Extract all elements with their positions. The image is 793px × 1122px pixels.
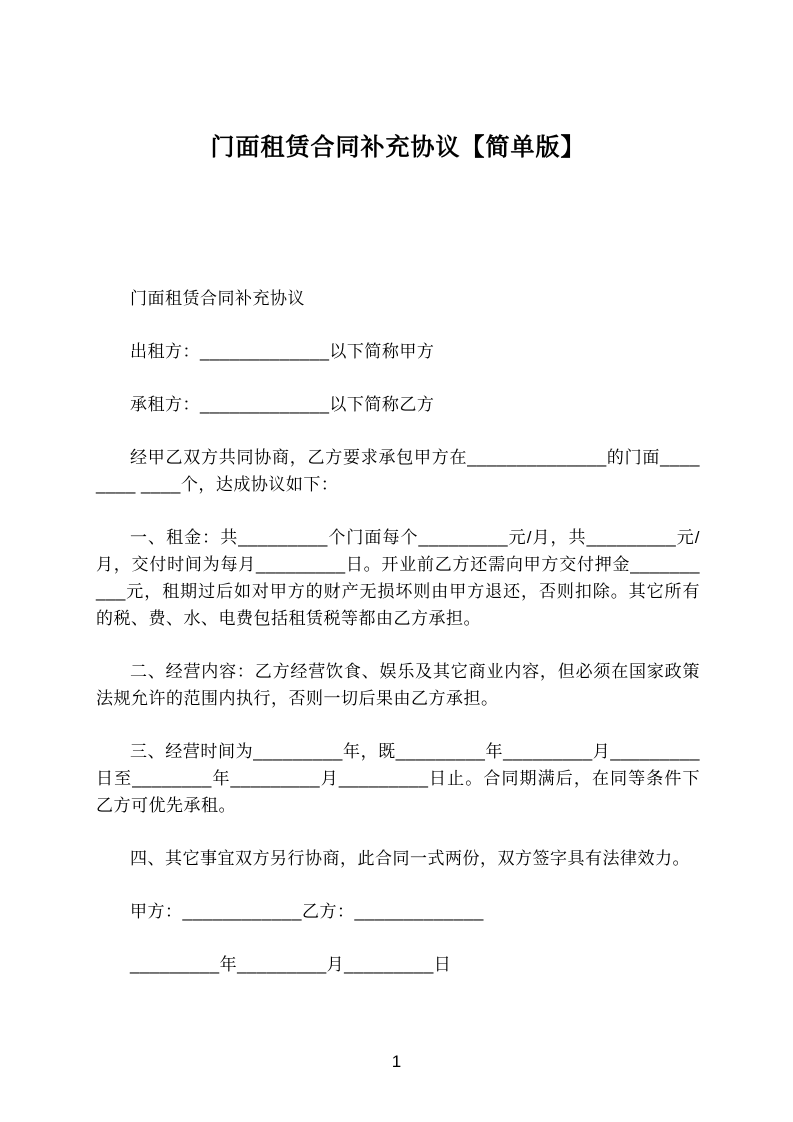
- lessee-line: 承租方：_____________以下简称乙方: [130, 395, 435, 414]
- document-body: [96, 285, 700, 978]
- lessor-line: 出租方：_____________以下简称甲方: [130, 342, 435, 361]
- page-number: 1: [391, 1052, 402, 1071]
- clause-1-rent: 一、租金：共_________个门面每个_________元/月，共_________元/月，交付时间为每月_________日。开业前乙方还需向甲方交付押金__________元，租期过后如对甲方的财产无损坏则由甲方退还，否则扣除。其它所有的税、费、水、电费包括租赁税等都由乙方承担。: [96, 528, 700, 628]
- date-line: _________年_________月_________日: [130, 955, 452, 974]
- clause-2-business-scope: 二、经营内容：乙方经营饮食、娱乐及其它商业内容，但必须在国家政策法规允许的范围内执行，否则一切后果由乙方承担。: [96, 662, 700, 708]
- preamble-paragraph: 经甲乙双方共同协商，乙方要求承包甲方在______________的门面________ ____个，达成协议如下：: [96, 448, 700, 494]
- signature-line: 甲方：____________乙方：_____________: [130, 902, 484, 921]
- clause-4-misc: 四、其它事宜双方另行协商，此合同一式两份，双方签字具有法律效力。: [130, 849, 690, 868]
- clause-3-term: 三、经营时间为_________年，既_________年_________月_________日至________年_________月_________日止。合同期满后，在同等条件下乙方可优先承租。: [96, 742, 700, 815]
- doc-subtitle: 门面租赁合同补充协议: [130, 289, 305, 308]
- document-title: 门面租赁合同补充协议【简单版】: [210, 134, 586, 161]
